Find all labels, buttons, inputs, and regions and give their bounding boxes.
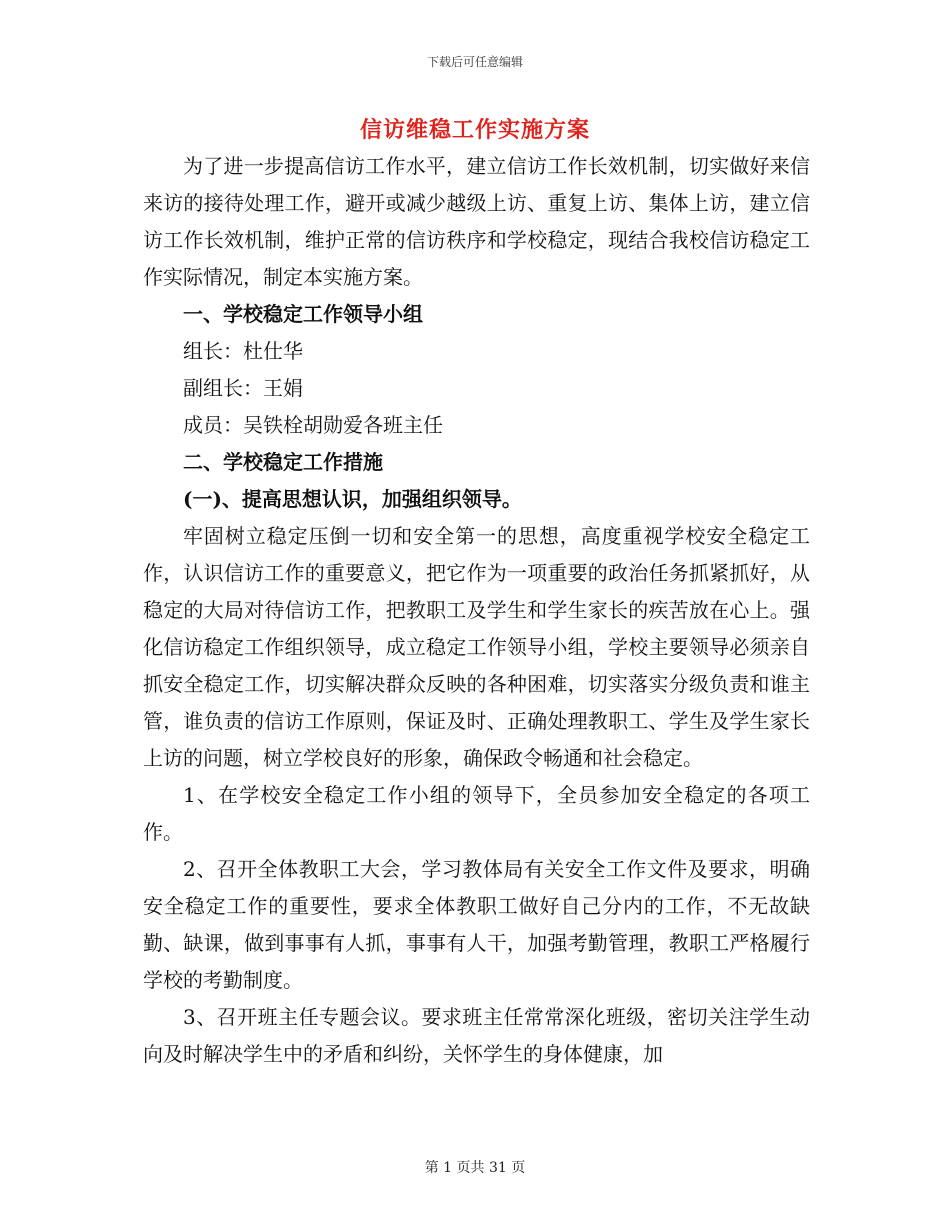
section-heading-leadership-group: 一、学校稳定工作领导小组 bbox=[183, 302, 423, 326]
awareness-paragraph: 牢固树立稳定压倒一切和安全第一的思想，高度重视学校安全稳定工作，认识信访工作的重要意义，把它作为一项重要的政治任务抓紧抓好，从稳定的大局对待信访工作，把教职工及学生和学生家长的疾苦放在心上。强化信访稳定工作组织领导，成立稳定工作领导小组，学校主要领导必须亲自抓安全稳定工作，切实解决群众反映的各种困难，切实落实分级负责和谁主管，谁负责的信访工作原则，保证及时、正确处理教职工、学生及学生家长上访的问题，树立学校良好的形象，确保政令畅通和社会稳定。 bbox=[143, 524, 810, 770]
document-body bbox=[143, 148, 810, 1073]
page-footer: 第 1 页共 31 页 bbox=[424, 1160, 526, 1176]
page-header: 下载后可任意编辑 bbox=[426, 55, 523, 69]
measure-item-3: 3、召开班主任专题会议。要求班主任常常深化班级，密切关注学生动向及时解决学生中的矛盾和纠纷，关怀学生的身体健康，加 bbox=[143, 1005, 810, 1066]
measure-item-2: 2、召开全体教职工大会，学习教体局有关安全工作文件及要求，明确安全稳定工作的重要性，要求全体教职工做好自己分内的工作，不无故缺勤、缺课，做到事事有人抓，事事有人干，加强考勤管理，教职工严格履行学校的考勤制度。 bbox=[143, 857, 810, 992]
section-heading-measures: 二、学校稳定工作措施 bbox=[183, 450, 383, 474]
deputy-leader-line: 副组长：王娟 bbox=[183, 376, 303, 400]
measure-item-1: 1、在学校安全稳定工作小组的领导下，全员参加安全稳定的各项工作。 bbox=[143, 783, 810, 844]
document-title: 信访维稳工作实施方案 bbox=[359, 117, 590, 143]
group-leader-line: 组长：杜仕华 bbox=[183, 339, 303, 363]
intro-paragraph: 为了进一步提高信访工作水平，建立信访工作长效机制，切实做好来信来访的接待处理工作，避开或减少越级上访、重复上访、集体上访，建立信访工作长效机制，维护正常的信访秩序和学校稳定，现结合我校信访稳定工作实际情况，制定本实施方案。 bbox=[143, 154, 810, 289]
members-line: 成员：吴铁栓胡勋爱各班主任 bbox=[183, 413, 443, 437]
subsection-heading-awareness: (一)、提高思想认识，加强组织领导。 bbox=[183, 487, 522, 511]
